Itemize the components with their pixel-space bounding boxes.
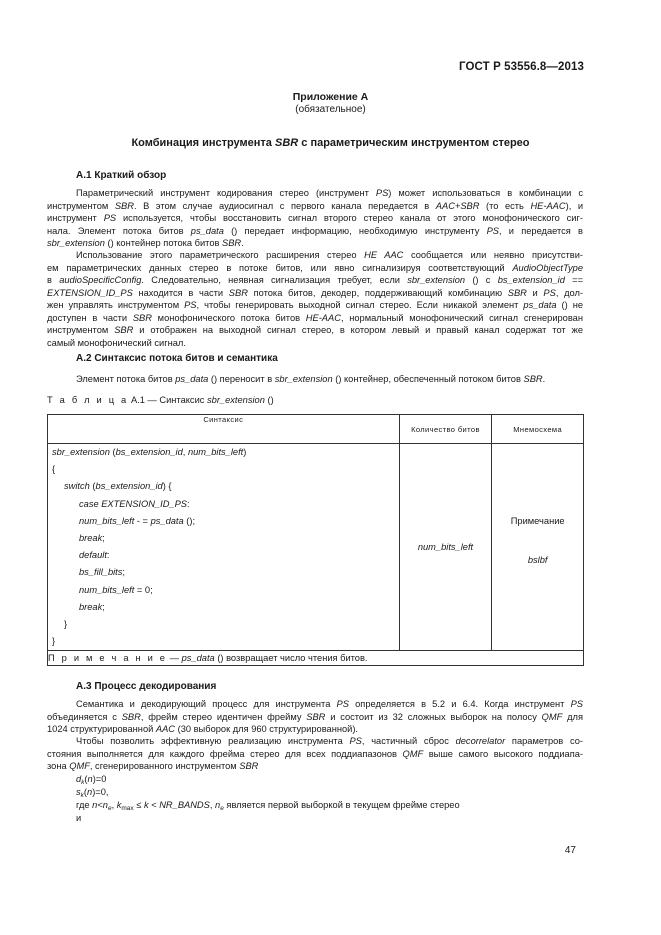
code-line: break; xyxy=(79,532,105,543)
header-mnemonic: Мнемосхема xyxy=(492,415,584,444)
main-title: Комбинация инструмента SBR с параметрическим инструментом стерео xyxy=(131,137,530,149)
code-line: default: xyxy=(79,550,110,561)
code-line: switch (bs_extension_id) { xyxy=(64,481,172,492)
section-a2-heading: А.2 Синтаксис потока битов и семантика xyxy=(76,353,278,364)
code-line: } xyxy=(52,636,56,647)
formula-and: и xyxy=(76,813,82,823)
code-line: sbr_extension (bs_extension_id, num_bits_left) xyxy=(52,447,247,457)
header-syntax: Синтаксис xyxy=(48,415,400,444)
formula-d: $d_k(n)=0$ xyxy=(76,774,107,786)
paragraph-a2: Элемент потока битов ps_data () переносит в sbr_extension () контейнер, обеспеченный потоком битов SBR. xyxy=(76,374,546,384)
mnemonic-note: Примечание xyxy=(510,515,565,526)
paragraph-a1-1: Параметрический инструмент кодирования стерео (инструмент PS) может использоваться в комбинации с инструментом SBR. В этом случае аудиосигнал с первого канала передается в AAC+SBR (то есть HE-AAC), и инструмент PS используется, чтобы восстановить сигнал второго стерео канала от этого монофонического сиг- нала. Элемент потока битов ps_data () передает информацию, необходимую инструменту PS, и передается в sbr_extension () контейнер потока битов SBR. xyxy=(47,188,584,248)
mnemonic-cell xyxy=(492,444,584,651)
bits-cell xyxy=(399,444,492,651)
section-a3-heading: А.3 Процесс декодирования xyxy=(76,681,217,692)
page-number: 47 xyxy=(564,845,576,856)
syntax-table xyxy=(47,414,584,666)
paragraph-a1-2: Использование этого параметрического расширения стерео HE AAC сообщается или неявно присутстви- ем параметрических данных стерео в потоке битов, или явно сигнализируя соответствующий AudioObjectType в audioSpecificConfig. Следовательно, неявная сигнализация требует, если sbr_extension () с bs_extension_id == EXTENSION_ID_PS находится в части SBR потока битов, декодер, поддерживающий комбинацию SBR и PS, дол- жен управлять инструментом PS, чтобы генерировать выходной сигнал стерео. Если никакой элемент ps_data () не доступен в части SBR монофонического потока битов HE-AAC, нормальный монофонический сигнал сгенерирован инструментом SBR и отображен на выходной сигнал стерео, в котором левый и правый канал содержат тот же самый монофонический сигнал. xyxy=(47,250,584,348)
syntax-code-cell xyxy=(48,444,400,651)
header-bits: Количество битов xyxy=(399,415,492,444)
code-line: { xyxy=(52,464,56,475)
code-line: } xyxy=(64,618,68,629)
formula-s: $s_k(n)=0$, xyxy=(76,787,109,799)
appendix-subtitle: (обязательное) xyxy=(295,104,366,115)
mnemonic-value: bslbf xyxy=(527,554,548,565)
appendix-title: Приложение А xyxy=(292,91,369,103)
table-note: П р и м е ч а н и е — ps_data () возвращает число чтения битов. xyxy=(48,651,584,666)
code-line: bs_fill_bits; xyxy=(79,567,126,578)
table-caption: Т а б л и ц а А.1 — Синтаксис sbr_extension () xyxy=(47,395,274,405)
paragraph-a3-1: Семантика и декодирующий процесс для инструмента PS определяется в 5.2 и 6.4. Когда инструмент PS объединяется с SBR, фрейм стерео идентичен фрейму SBR и состоит из 32 сложных выборок на полосу QMF для 1024 структурированной AAC (30 выборок для 960 структурированной). xyxy=(47,699,583,734)
code-line: num_bits_left = 0; xyxy=(79,584,153,595)
paragraph-a3-2: Чтобы позволить эффективную реализацию инструмента PS, частичный сброс decorrelator параметров со- стояния выполняется для каждого фрейма стерео для всех поддиапазонов QMF выше самого высокого поддиапа- зона QMF, сгенерированного инструментом SBR xyxy=(47,736,583,771)
formula-where: где $n<n_e$, $k_{max} \le k$ < NR_BANDS, $n_e$ является первой выборкой в текущем фрейме стерео xyxy=(76,800,460,812)
section-a1-heading: А.1 Краткий обзор xyxy=(76,170,167,181)
standard-code: ГОСТ Р 53556.8—2013 xyxy=(459,61,584,73)
code-line: num_bits_left - = ps_data (); xyxy=(79,515,196,526)
code-line: case EXTENSION_ID_PS: xyxy=(79,498,190,509)
code-line: break; xyxy=(79,601,105,612)
table-caption-prefix: Т а б л и ц а xyxy=(47,395,129,405)
bits-value: num_bits_left xyxy=(417,542,474,553)
table-note-prefix: П р и м е ч а н и е xyxy=(48,653,168,664)
